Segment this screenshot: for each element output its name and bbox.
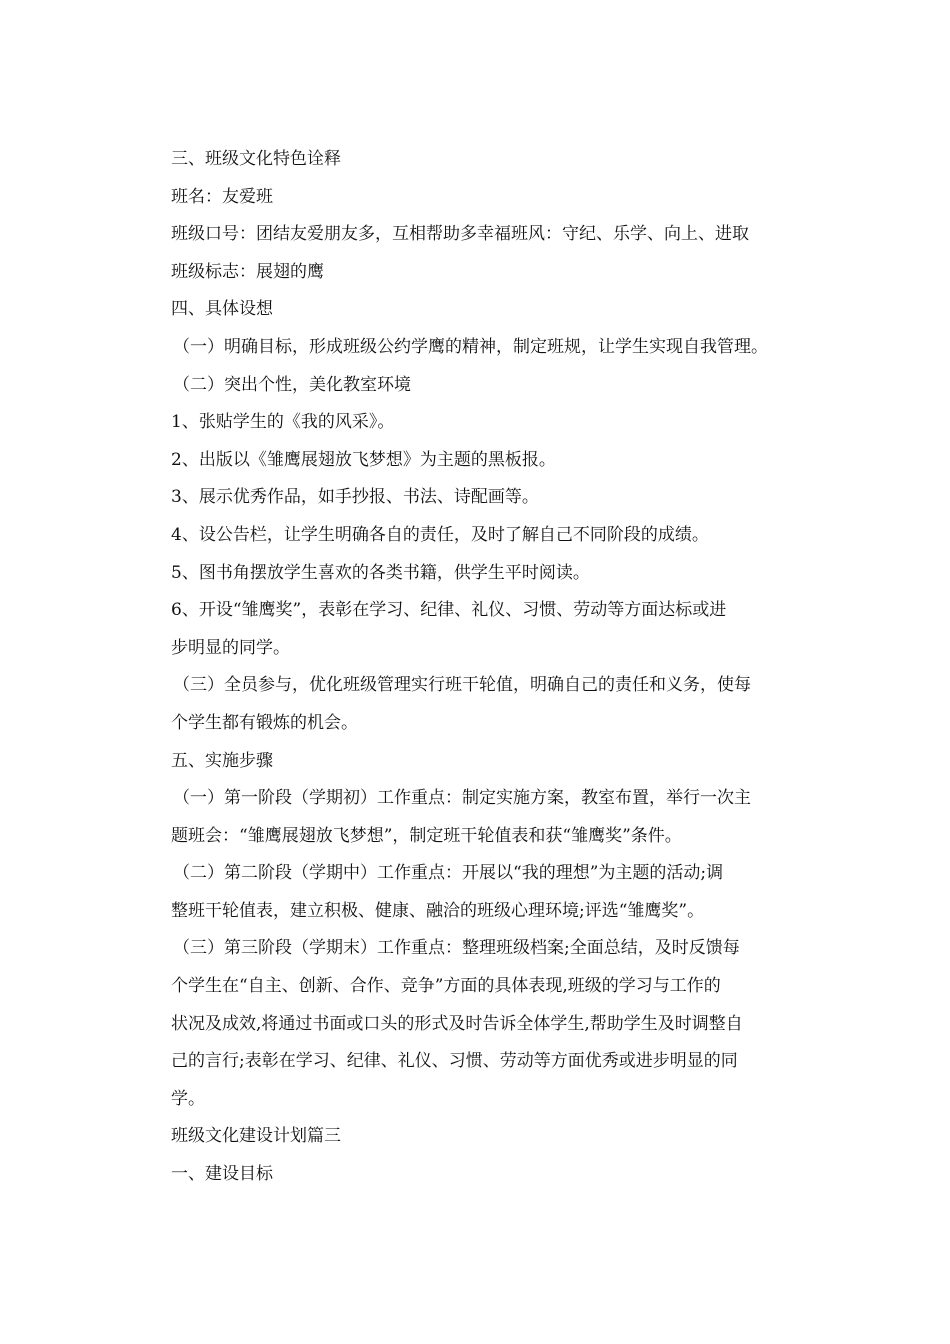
class-name-line: 班名：友爱班 (171, 186, 273, 207)
paragraph-line: 个学生都有锻炼的机会。 (171, 712, 358, 733)
paragraph-line: 状况及成效,将通过书面或口头的形式及时告诉全体学生,帮助学生及时调整自 (171, 1013, 743, 1034)
list-item: 6、开设“雏鹰奖”，表彰在学习、纪律、礼仪、习惯、劳动等方面达标或进 (171, 600, 727, 621)
list-item: 4、设公告栏，让学生明确各自的责任，及时了解自己不同阶段的成绩。 (171, 524, 709, 545)
paragraph-line: 己的言行;表彰在学习、纪律、礼仪、习惯、劳动等方面优秀或进步明显的同 (171, 1051, 738, 1072)
paragraph-line: 学。 (171, 1088, 205, 1109)
paragraph-line: （一）第一阶段（学期初）工作重点：制定实施方案，教室布置，举行一次主 (173, 788, 751, 809)
paragraph-line: （三）第三阶段（学期末）工作重点：整理班级档案;全面总结，及时反馈每 (173, 938, 740, 959)
paragraph-line: 题班会：“雏鹰展翅放飞梦想”，制定班干轮值表和获“雏鹰奖”条件。 (171, 825, 682, 846)
list-item: 1、张贴学生的《我的风采》。 (171, 412, 395, 433)
list-item-continuation: 步明显的同学。 (171, 637, 290, 658)
class-emblem-line: 班级标志：展翅的鹰 (171, 261, 324, 282)
list-item: 3、展示优秀作品，如手抄报、书法、诗配画等。 (171, 487, 539, 508)
class-slogan-line: 班级口号：团结友爱朋友多，互相帮助多幸福班风：守纪、乐学、向上、进取 (171, 224, 749, 245)
section-heading-3: 三、班级文化特色诠释 (171, 149, 341, 169)
list-item: 5、图书角摆放学生喜欢的各类书籍，供学生平时阅读。 (171, 562, 590, 583)
document-section-title: 班级文化建设计划篇三 (171, 1126, 341, 1147)
paragraph-line: （二）第二阶段（学期中）工作重点：开展以“我的理想”为主题的活动;调 (173, 863, 724, 884)
paragraph-line: 整班干轮值表，建立积极、健康、融洽的班级心理环境;评选“雏鹰奖”。 (171, 900, 705, 921)
section-heading-5: 五、实施步骤 (171, 750, 273, 771)
paragraph-line: 个学生在“自主、创新、合作、竞争”方面的具体表现,班级的学习与工作的 (171, 976, 721, 997)
document-body (171, 141, 833, 1194)
list-item: 2、出版以《雏鹰展翅放飞梦想》为主题的黑板报。 (171, 449, 556, 470)
section-heading-1: 一、建设目标 (171, 1164, 273, 1185)
section-heading-4: 四、具体设想 (171, 299, 273, 320)
paragraph-line: （二）突出个性，美化教室环境 (173, 374, 411, 395)
paragraph-line: （三）全员参与，优化班级管理实行班干轮值，明确自己的责任和义务，使每 (173, 675, 751, 696)
paragraph-line: （一）明确目标，形成班级公约学鹰的精神，制定班规，让学生实现自我管理。 (173, 336, 768, 357)
